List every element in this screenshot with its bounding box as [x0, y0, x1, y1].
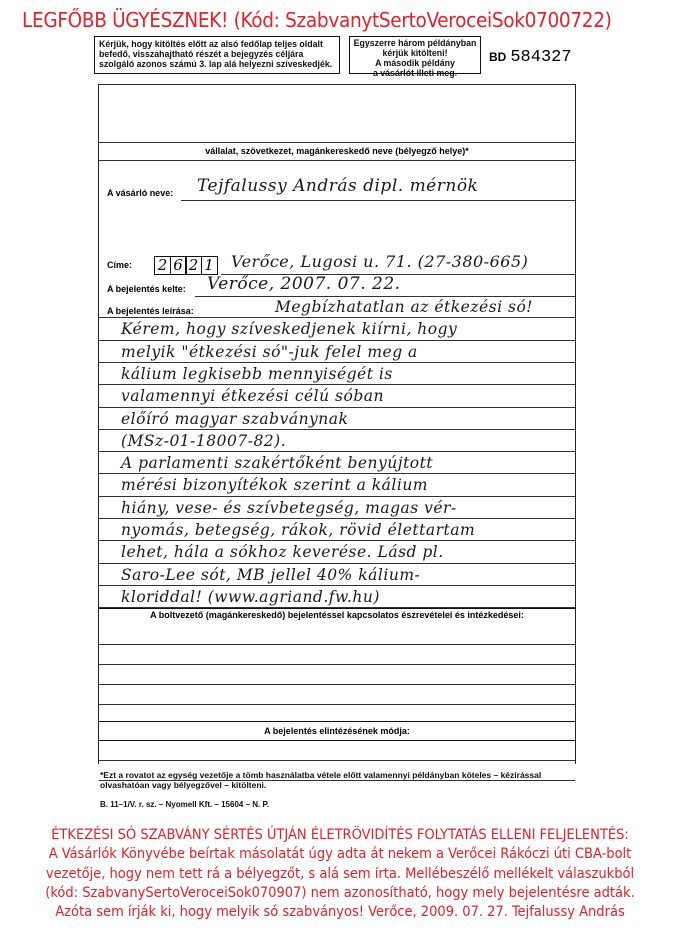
- complaint-title: LEGFŐBB ÜGYÉSZNEK! (Kód: SzabvanytSertoVeroceiSok0700722): [22, 8, 612, 32]
- complaint-line: Azóta sem írják ki, hogy melyik só szabványos! Verőce, 2009. 07. 27. Tejfalussy András: [55, 904, 625, 921]
- description-line: valamennyi étkezési célú sóban: [121, 387, 384, 406]
- complaint-line: vezetője, hogy nem tett rá a bélyegzőt, s alá sem írta. Mellébeszélő mellékelt válaszukból: [45, 865, 635, 882]
- settlement-caption: A bejelentés elintézésének módja:: [264, 726, 410, 736]
- description-line: kloriddal! (www.agriand.fw.hu): [121, 587, 380, 606]
- complaint-form: [86, 36, 582, 809]
- copies-note-line: Egyszerre három példányban: [353, 38, 477, 48]
- zip-digit: 1: [201, 256, 218, 275]
- complaint-line: A Vásárlók Könyvébe beírtak másolatát úgy adta át nekem a Verőcei Rákóczi úti CBA-bolt: [48, 846, 632, 863]
- buyer-value: Tejfalussy András dipl. mérnök: [197, 176, 479, 196]
- address-value: Verőce, Lugosi u. 71. (27-380-665): [231, 252, 529, 271]
- form-frame: [98, 84, 576, 764]
- description-line: (MSz-01-18007-82).: [121, 431, 287, 450]
- copies-note-line: kérjük kitölteni!: [382, 48, 448, 58]
- description-line: melyik "étkezési só"-juk felel meg a: [121, 342, 418, 361]
- description-line: mérési bizonyítékok szerint a kálium: [121, 476, 429, 495]
- description-line: Saro-Lee sót, MB jellel 40% kálium-: [121, 565, 421, 584]
- date-value: Verőce, 2007. 07. 22.: [207, 274, 401, 294]
- description-line: Kérem, hogy szíveskedjenek kiírni, hogy: [121, 320, 458, 339]
- manager-caption: A boltvezető (magánkereskedő) bejelentéssel kapcsolatos észrevételei és intézkedései:: [150, 610, 524, 620]
- print-info: B. 11–1/V. r. sz. – Nyomell Kft. – 15604 – N. P.: [100, 800, 269, 809]
- description-line: lehet, hála a sókhoz keverése. Lásd pl.: [121, 543, 444, 562]
- complaint-line: (kód: SzabvanySertoVeroceiSok070907) nem azonosítható, hogy mely bejelentésre adták.: [45, 884, 635, 901]
- zip-digit: 2: [154, 256, 171, 275]
- description-line: A parlamenti szakértőként benyújtott: [121, 454, 434, 473]
- address-label: Címe:: [107, 260, 133, 270]
- description-line: előíró magyar szabványnak: [121, 409, 349, 428]
- zip-digit: 6: [170, 256, 187, 275]
- copies-note-line: A második példány: [375, 58, 455, 68]
- date-label: A bejelentés kelte:: [107, 284, 186, 294]
- zip-code: [154, 256, 216, 275]
- description-line: nyomás, betegség, rákok, rövid élettartam: [121, 521, 476, 539]
- copies-note: [349, 36, 481, 78]
- serial-prefix: BD: [489, 50, 507, 64]
- description-line: Megbízhatatlan az étkezési só!: [275, 298, 534, 316]
- form-instructions: Kérjük, hogy kitöltés előtt az alsó fedőlap teljes oldalt befedő, visszahajtható részét a bejegyzés céljára szolgáló azonos számú 3. lap alá helyezni szíveskedjék.: [94, 36, 340, 74]
- buyer-label: A vásárló neve:: [107, 188, 174, 198]
- form-footnote: *Ezt a rovatot az egység vezetője a tömb használatba vétele előtt valamennyi példányban köteles – kézírással olvashatóan vagy bélyegzővel – kitölteni.: [100, 770, 542, 790]
- description-label: A bejelentés leírása:: [107, 306, 194, 316]
- serial-number: [489, 48, 572, 67]
- description-line: hiány, vese- és szívbetegség, magas vér-: [121, 498, 457, 517]
- serial-value: 584327: [510, 48, 572, 67]
- copies-note-line: a vásárlót illeti meg.: [372, 68, 458, 78]
- complaint-line: ÉTKEZÉSI SÓ SZABVÁNY SÉRTÉS ÚTJÁN ÉLETRÖVIDÍTÉS FOLYTATÁS ELLENI FELJELENTÉS:: [51, 827, 629, 843]
- company-caption: vállalat, szövetkezet, magánkereskedő neve (bélyegző helye)*: [205, 146, 469, 156]
- zip-digit: 2: [185, 256, 202, 275]
- description-line: kálium legkisebb mennyiségét is: [121, 364, 393, 383]
- complaint-text: [0, 826, 680, 922]
